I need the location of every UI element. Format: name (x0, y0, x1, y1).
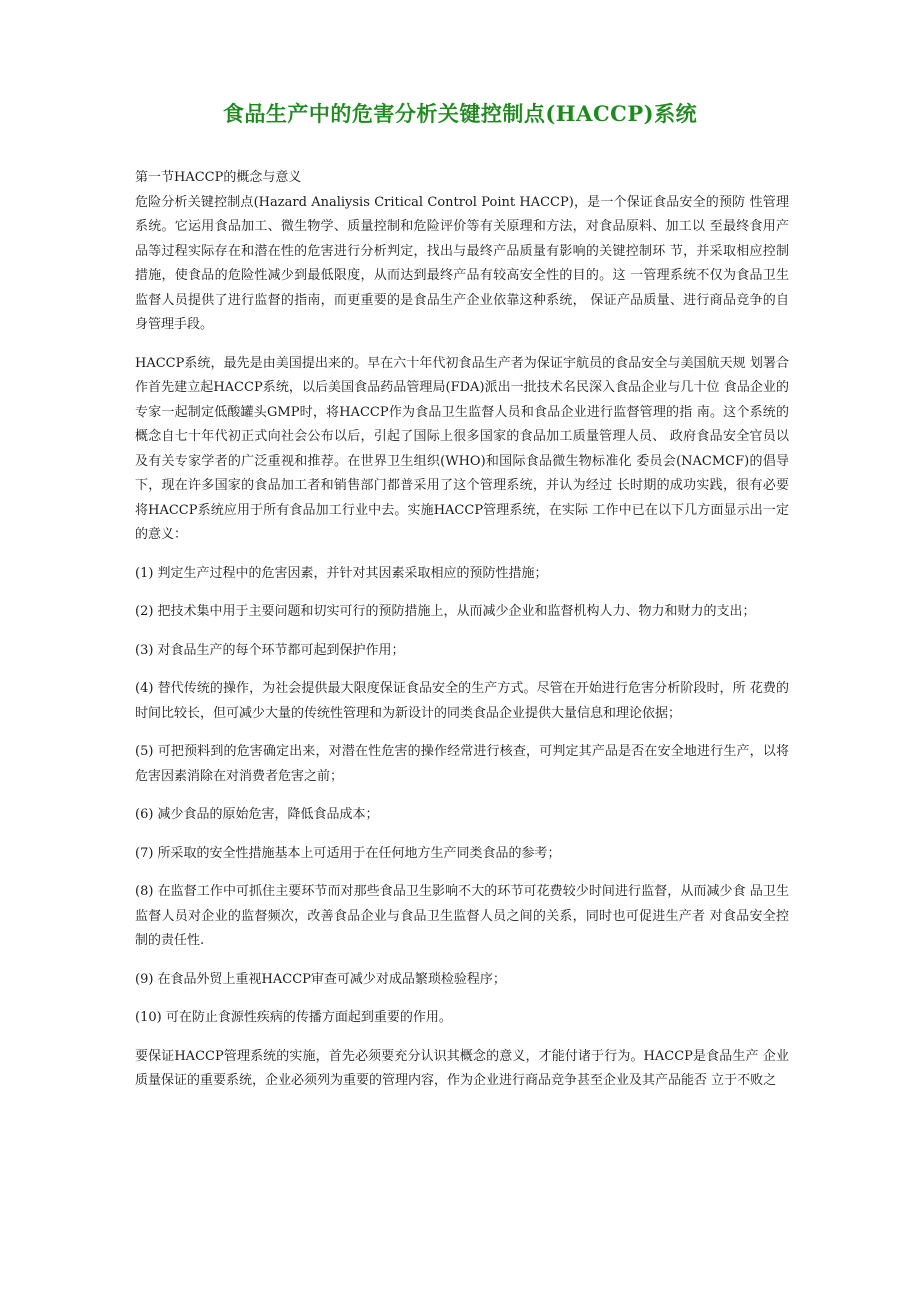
list-item-4: (4) 替代传统的操作，为社会提供最大限度保证食品安全的生产方式。尽管在开始进行危害分析阶段时，所 花费的时间比较长，但可减少大量的传统性管理和为新设计的同类食品企业提供大量信息和理论依据； (135, 681, 789, 721)
list-item-7: (7) 所采取的安全性措施基本上可适用于在任何地方生产同类食品的参考； (135, 845, 561, 861)
list-item-8: (8) 在监督工作中可抓住主要环节而对那些食品卫生影响不大的环节可花费较少时间进行监督，从而减少食 品卫生监督人员对企业的监督频次，改善食品企业与食品卫生监督人员之间的关系，同时也可促进生产者 对食品安全控制的责任性. (135, 884, 789, 948)
paragraph-history: HACCP系统，最先是由美国提出来的。早在六十年代初食品生产者为保证宇航员的食品安全与美国航天规 划署合作首先建立起HACCP系统，以后美国食品药品管理局(FDA)派出一批技术名民深入食品企业与几十位 食品企业的专家一起制定低酸罐头GMP时，将HACCP作为食品卫生监督人员和食品企业进行监督管理的指 南。这个系统的概念自七十年代初正式向社会公布以后，引起了国际上很多国家的食品加工质量管理人员、 政府食品安全官员以及有关专家学者的广泛重视和推荐。在世界卫生组织(WHO)和国际食品微生物标准化 委员会(NACMCF)的倡导下，现在许多国家的食品加工者和销售部门都普采用了这个管理系统，并认为经过 长时期的成功实践，很有必要将HACCP系统应用于所有食品加工行业中去。实施HACCP管理系统，在实际 工作中已在以下几方面显示出一定的意义： (135, 355, 789, 542)
document-body (135, 166, 789, 1094)
list-item-10: (10) 可在防止食源性疾病的传播方面起到重要的作用。 (135, 1010, 452, 1025)
document-title: 食品生产中的危害分析关键控制点(HACCP)系统 (222, 101, 698, 126)
list-item-6: (6) 减少食品的原始危害，降低食品成本； (135, 807, 379, 822)
section-heading: 第一节HACCP的概念与意义 (135, 170, 302, 185)
list-item-1: (1) 判定生产过程中的危害因素，并针对其因素采取相应的预防性措施； (135, 565, 548, 581)
list-item-3: (3) 对食品生产的每个环节都可起到保护作用； (135, 642, 405, 658)
paragraph-definition: 危险分析关键控制点(Hazard Analiysis Critical Control Point HACCP)，是一个保证食品安全的预防 性管理系统。它运用食品加工、微生物学、质量控制和危险评价等有关原理和方法，对食品原料、加工以 至最终食用产品等过程实际存在和潜在性的危害进行分析判定，找出与最终产品质量有影响的关键控制环 节，并采取相应控制措施，使食品的危险性减少到最低限度，从而达到最终产品有较高安全性的目的。这 一管理系统不仅为食品卫生监督人员提供了进行监督的指南，而更重要的是食品生产企业依靠这种系统， 保证产品质量、进行商品竞争的自身管理手段。 (135, 194, 789, 332)
list-item-5: (5) 可把预料到的危害确定出来，对潜在性危害的操作经常进行核查，可判定其产品是否在安全地进行生产，以将危害因素消除在对消费者危害之前； (135, 744, 789, 784)
list-item-2: (2) 把技术集中用于主要问题和切实可行的预防措施上，从而减少企业和监督机构人力、物力和财力的支出； (135, 604, 756, 619)
paragraph-implementation: 要保证HACCP管理系统的实施，首先必须要充分认识其概念的意义，才能付诸于行为。HACCP是食品生产 企业质量保证的重要系统，企业必须列为重要的管理内容，作为企业进行商品竞争甚至企业及其产品能否 立于不败之 (135, 1048, 789, 1088)
list-item-9: (9) 在食品外贸上重视HACCP审查可减少对成品繁琐检验程序； (135, 971, 506, 987)
